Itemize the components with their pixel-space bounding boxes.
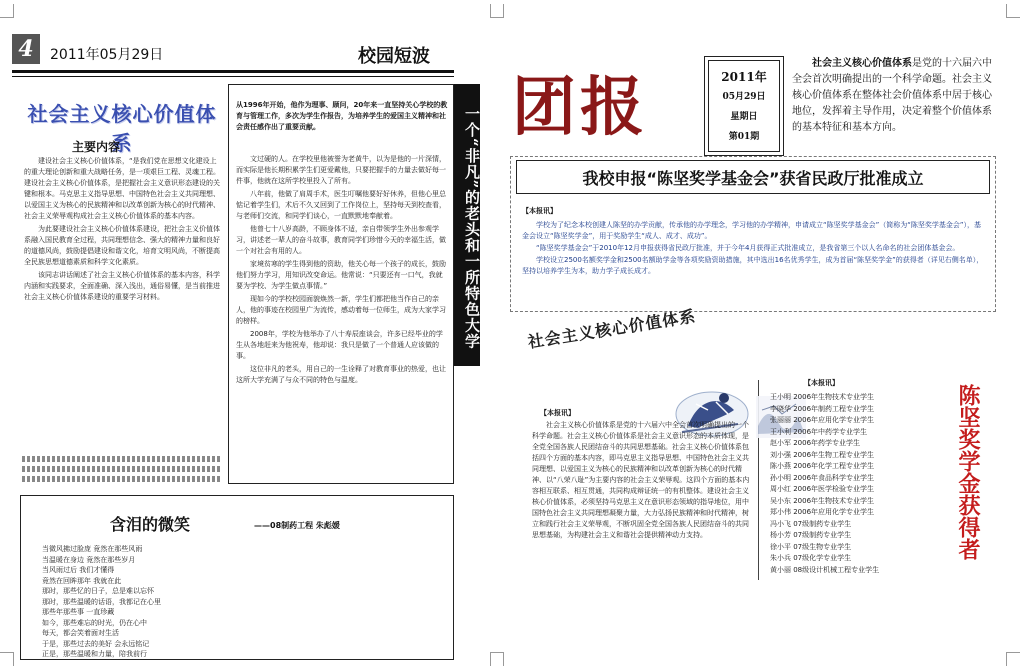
decorative-hatch-rule <box>22 456 222 462</box>
winner-item: 李晓华 2006年制药工程专业学生 <box>770 404 875 413</box>
winner-item: 王小利 2006年中药学专业学生 <box>770 427 868 436</box>
poem-line: 当风雨过后 我们才懂得 <box>42 566 115 574</box>
poem-lines <box>42 544 262 660</box>
poem-line: 每天，都会笑着面对生活 <box>42 629 119 637</box>
crop-mark-bottom-left <box>0 652 14 666</box>
decorative-hatch-rule <box>22 476 222 482</box>
winners-source: 【本报讯】 <box>804 379 839 387</box>
lead-news-paragraph: 学校为了纪念本校创建人陈坚的办学贡献，传承他的办学理念，学习他的办学精神，申请成立“陈坚奖学基金会”（简称为“陈坚奖学基金会”），基金会设立“陈坚奖学金”，用于奖励学生“成人、成才、成功”。 <box>522 221 982 240</box>
left-paragraph: 建设社会主义核心价值体系，“是我们党在思想文化建设上的重大理论创新和重大战略任务，是一项艰巨工程、灵魂工程。建设社会主义核心价值体系，是把握社会主义意识形态建设的关键和根本。马克思主义指导思想、中国特色社会主义共同理想、以爱国主义为核心的民族精神和以改革创新为核心的时代精神、社会主义荣辱观构成社会主义核心价值体系的基本内容。 <box>24 157 220 220</box>
left-article-body <box>24 156 220 444</box>
winner-item: 徐小平 07级生物专业学生 <box>770 542 852 551</box>
winner-item: 朱小兵 07级化学专业学生 <box>770 554 852 562</box>
winners-list <box>770 392 946 576</box>
lead-news-paragraph: “陈坚奖学基金会”于2010年12月申报获得省民政厅批准，并于今年4月获得正式批准成立，是我省第三个以人名命名的社会团体基金会。 <box>536 244 960 252</box>
lower-article-body <box>532 420 754 596</box>
crop-mark-bottom-right <box>1006 652 1020 666</box>
left-article-heading: 社会主义核心价值体系 <box>27 102 217 155</box>
lower-article-heading: 社会主义核心价值体系 <box>526 306 698 352</box>
middle-paragraph: 家境贫寒的学生得到他的资助，他关心每一个孩子的成长，鼓励他们努力学习，用知识改变命运。他常说：“只要还有一口气，我就要为学校、为学生做点事情。” <box>236 260 446 290</box>
header-rule-thick <box>12 70 454 73</box>
poem-line: 那时，那些忆的日子，总是难以忘怀 <box>42 587 154 595</box>
masthead-intro <box>792 56 992 160</box>
middle-paragraph: 现如今的学校校园面貌焕然一新，学生们都把他当作自己的亲人，他的事迹在校园里广为流传，感动着每一位师生，成为大家学习的榜样。 <box>236 295 446 325</box>
page-number: 4 <box>12 34 40 64</box>
winner-item: 刘小强 2006年生物工程专业学生 <box>770 450 875 459</box>
lead-news-source: 【本报讯】 <box>522 207 557 215</box>
middle-article-body <box>236 154 448 479</box>
issue-info-inner <box>708 60 780 152</box>
winner-item: 黄小丽 08级设计机械工程专业学生 <box>770 565 880 574</box>
poem-title: 含泪的微笑 <box>110 515 191 534</box>
crop-mark-top-center <box>490 4 504 18</box>
decorative-hatch-rule <box>22 466 222 472</box>
header-rule-thin <box>12 76 454 77</box>
masthead-title: 团报 <box>512 70 648 145</box>
lower-article-paragraph: 社会主义核心价值体系是党的十六届六中全会首次明确提出的一个科学命题。社会主义核心价值体系是社会主义意识形态的本质体现，是全党全国各族人民团结奋斗的共同思想基础。社会主义核心价值体系包括四个方面的基本内容，即马克思主义指导思想、中国特色社会主义共同理想、以爱国主义为核心的民族精神和以改革创新为核心的时代精神、以“八荣八耻”为主要内容的社会主义荣辱观。这四个方面的基本内容相互联系、相互贯通，共同构成辩证统一的有机整体。建设社会主义核心价值体系，必须坚持马克思主义在意识形态领域的指导地位，用中国特色社会主义共同理想凝聚力量，大力弘扬民族精神和时代精神，树立和践行社会主义荣辱观，不断巩固全党全国各族人民团结奋斗的共同思想基础，为构建社会主义和谐社会提供精神动力支持。 <box>532 421 750 539</box>
crop-mark-bottom-center <box>490 652 504 666</box>
intro-text: 是党的十六届六中全会首次明确提出的一个科学命题。社会主义核心价值体系在整体社会价值体系中居于核心地位，发挥着主导作用，决定着整个价值体系的基本特征和基本方向。 <box>792 58 992 133</box>
winner-item: 赵小军 2006年药学专业学生 <box>770 439 861 447</box>
winners-title: 陈坚奖学金获得者 <box>955 384 981 560</box>
issue-number: 第01期 <box>728 132 760 142</box>
poem-line: 竟然在回眸那年 我就在此 <box>42 576 122 585</box>
middle-article-lead: 从1996年开始，他作为理事、顾问，20年来一直坚持关心学校的教育与管理工作，多次为学生作报告，为培养学生的爱国主义精神和社会责任感作出了重要贡献。 <box>236 101 448 131</box>
middle-paragraph: 八年前，他做了肩周手术，医生叮嘱他要好好休养，但他心里总惦记着学生们，术后不久又回到了工作岗位上，坚持每天到校查看，与老师们交流，和同学们谈心，一直默默地奉献着。 <box>236 190 446 220</box>
lead-news-paragraph: 学校设立2500名额奖学金和2500名额助学金等各项奖励资助措施，其中选出16名优秀学生，成为首届“陈坚奖学金”的获得者（详见右侧名单），坚持以培养学生为本，助力学子成长成才。 <box>522 256 984 275</box>
intro-bold-term: 社会主义核心价值体系 <box>812 58 912 69</box>
issue-date: 05月29日 <box>722 92 766 102</box>
lead-news-headline: 我校申报“陈坚奖学基金会”获省民政厅批准成立 <box>582 169 924 188</box>
issue-year: 2011年 <box>721 70 767 84</box>
poem-line: 如今，那些难忘的时光，仍在心中 <box>42 618 147 627</box>
winner-item: 张丽丽 2006年应用化学专业学生 <box>770 416 875 424</box>
winner-item: 王小明 2006年生物技术专业学生 <box>770 393 875 401</box>
crop-mark-top-left <box>0 4 14 18</box>
middle-paragraph: 这位非凡的老头，用自己的一生诠释了对教育事业的热爱，也让这所大学充满了与众不同的特色与温度。 <box>236 365 446 384</box>
poem-line: 那时，那些温暖的话语，我都记在心里 <box>42 597 161 606</box>
lower-article-source: 【本报讯】 <box>540 409 575 417</box>
middle-paragraph: 2008年，学校为他举办了八十寿辰座谈会，许多已经毕业的学生从各地赶来为他祝寿，他却说：我只是做了一个普通人应该做的事。 <box>236 330 443 360</box>
crop-mark-top-right <box>1006 4 1020 18</box>
winner-item: 陈小燕 2006年化学工程专业学生 <box>770 462 875 470</box>
middle-paragraph: 文过硬的人。在学校里他被誉为老黄牛，以为是他的一片深情，而实际是他长期积累学生们更爱戴他，只要把握手的力量去做好每一件事，他就在这所学校里投入了所有。 <box>236 155 446 185</box>
winner-item: 杨小芳 07级制药专业学生 <box>770 531 852 539</box>
lead-news-body <box>522 220 984 304</box>
poem-line: 正是，那些温暖和力量，陪我前行 <box>42 650 147 658</box>
winner-item: 冯小飞 07级制药专业学生 <box>770 519 852 528</box>
poem-line: 当温暖在身边 竟然在那些岁月 <box>42 555 136 564</box>
section-title: 校园短波 <box>358 46 430 67</box>
issue-weekday: 星期日 <box>730 112 758 122</box>
winner-item: 郑小伟 2006年应用化学专业学生 <box>770 508 875 516</box>
poem-line: 于是，那些过去的美好 会永远铭记 <box>42 639 150 648</box>
left-paragraph: 为此要建设社会主义核心价值体系建设，把社会主义价值体系融入国民教育全过程，共同理想信念、强大的精神力量和良好的道德风尚，鼓励提倡建设和谐文化，培育文明风尚，不断提高全民族思想道德素质和科学文化素质。 <box>24 225 220 266</box>
left-article-subheading: 主要内容 <box>72 140 121 154</box>
poem-line: 那些年那些事 一直珍藏 <box>42 608 115 616</box>
vertical-title-banner: 一个“非凡”的老头和一所特色大学 <box>454 84 480 366</box>
winner-item: 周小红 2006年医学检验专业学生 <box>770 485 875 493</box>
middle-paragraph: 他曾七十八岁高龄，不顾身体不适，亲自带领学生外出参观学习，讲述老一辈人的奋斗故事，教育同学们珍惜今天的幸福生活，做一个对社会有用的人。 <box>236 225 446 255</box>
winner-item: 孙小明 2006年食品科学专业学生 <box>770 473 875 482</box>
issue-info-box <box>704 56 784 156</box>
poem-author: ——08制药工程 朱彪媛 <box>254 521 340 530</box>
winner-item: 吴小东 2006年生物技术专业学生 <box>770 496 875 505</box>
left-paragraph: 该同志讲话阐述了社会主义核心价值体系的基本内容，科学内涵和实践要求，全面准确、深入浅出，通俗易懂，是当前推进社会主义核心价值体系建设的重要学习材料。 <box>24 271 220 301</box>
header-date: 2011年05月29日 <box>50 47 164 63</box>
poem-line: 当微风拂过脸庞 竟然在那些风雨 <box>42 545 143 553</box>
